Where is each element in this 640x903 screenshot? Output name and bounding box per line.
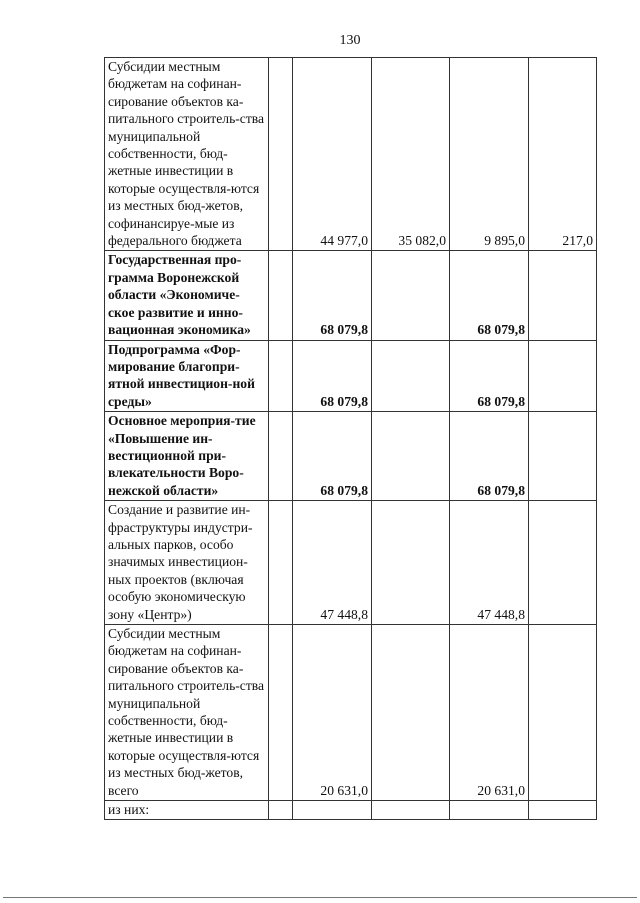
cell-col-1 xyxy=(269,501,293,625)
row-name: Государственная про-грамма Воронежской области «Экономиче-ское развитие и инно-вационная экономика» xyxy=(105,251,269,340)
cell-col-4: 68 079,8 xyxy=(450,251,529,340)
cell-col-1 xyxy=(269,58,293,251)
cell-col-3 xyxy=(372,801,450,820)
cell-col-2: 44 977,0 xyxy=(293,58,372,251)
cell-col-5 xyxy=(529,340,597,412)
budget-table-body xyxy=(105,58,597,820)
cell-col-4: 68 079,8 xyxy=(450,412,529,501)
cell-col-4 xyxy=(450,801,529,820)
cell-col-3 xyxy=(372,412,450,501)
cell-col-5 xyxy=(529,251,597,340)
cell-col-3 xyxy=(372,340,450,412)
cell-col-5 xyxy=(529,412,597,501)
cell-col-1 xyxy=(269,412,293,501)
table-row xyxy=(105,251,597,340)
table-row xyxy=(105,340,597,412)
page-bottom-rule xyxy=(3,897,637,898)
table-row xyxy=(105,501,597,625)
row-name: Подпрограмма «Фор-мирование благопри-ятной инвестицион-ной среды» xyxy=(105,340,269,412)
cell-col-3 xyxy=(372,501,450,625)
cell-col-4: 68 079,8 xyxy=(450,340,529,412)
cell-col-1 xyxy=(269,625,293,801)
cell-col-1 xyxy=(269,340,293,412)
cell-col-3: 35 082,0 xyxy=(372,58,450,251)
cell-col-4: 20 631,0 xyxy=(450,625,529,801)
cell-col-3 xyxy=(372,251,450,340)
cell-col-1 xyxy=(269,251,293,340)
page-number: 130 xyxy=(339,33,361,48)
row-name: Субсидии местным бюджетам на софинан-сирование объектов ка-питального строитель-ства муниципальной собственности, бюд-жетные инвестиции в которые осуществля-ются из местных бюд-жетов, всего xyxy=(105,625,269,801)
cell-col-5: 217,0 xyxy=(529,58,597,251)
cell-col-5 xyxy=(529,501,597,625)
table-row xyxy=(105,625,597,801)
row-name: из них: xyxy=(105,801,269,820)
cell-col-2: 20 631,0 xyxy=(293,625,372,801)
table-row xyxy=(105,412,597,501)
row-name: Создание и развитие ин-фраструктуры индустри-альных парков, особо значимых инвестицион-ных проектов (включая особую экономическую зону «Центр») xyxy=(105,501,269,625)
cell-col-5 xyxy=(529,801,597,820)
table-row xyxy=(105,58,597,251)
cell-col-2: 47 448,8 xyxy=(293,501,372,625)
row-name: Основное мероприя-тие «Повышение ин-вестиционной при-влекательности Воро-нежской области» xyxy=(105,412,269,501)
table-row xyxy=(105,801,597,820)
cell-col-2: 68 079,8 xyxy=(293,412,372,501)
cell-col-2: 68 079,8 xyxy=(293,340,372,412)
cell-col-4: 47 448,8 xyxy=(450,501,529,625)
cell-col-2 xyxy=(293,801,372,820)
cell-col-3 xyxy=(372,625,450,801)
row-name: Субсидии местным бюджетам на софинан-сирование объектов ка-питального строитель-ства муниципальной собственности, бюд-жетные инвестиции в которые осуществля-ются из местных бюд-жетов, софинансируе-мые из федерального бюджета xyxy=(105,58,269,251)
cell-col-2: 68 079,8 xyxy=(293,251,372,340)
budget-table xyxy=(104,57,597,820)
cell-col-4: 9 895,0 xyxy=(450,58,529,251)
cell-col-5 xyxy=(529,625,597,801)
cell-col-1 xyxy=(269,801,293,820)
